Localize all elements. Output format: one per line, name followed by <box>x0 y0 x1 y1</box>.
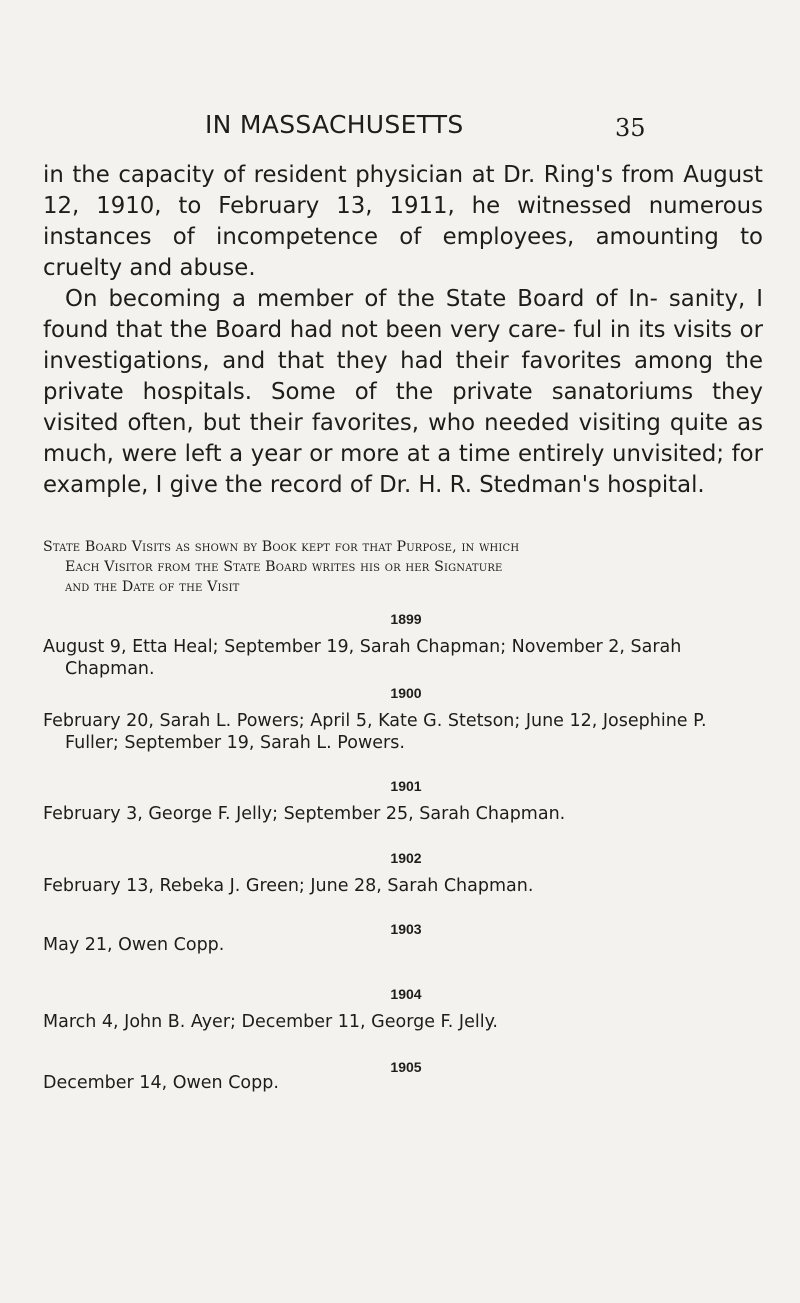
text-line: amounting to cruelty and abuse. <box>43 224 763 281</box>
visit-entry: February 13, Rebeka J. Green; June 28, Sarah Chapman. <box>43 876 534 896</box>
running-head <box>0 108 800 148</box>
text-line: On becoming a member of the State Board of In- <box>65 286 658 312</box>
caption-line-2: Each Visitor from the State Board writes his or her Signature <box>65 559 503 575</box>
text-line: their favorites among the private hospitals. Some of <box>43 348 763 405</box>
visit-year-1904 <box>43 985 763 1033</box>
year-heading: 1901 <box>390 778 422 794</box>
visit-year-1901 <box>43 777 763 825</box>
table-caption <box>43 537 743 597</box>
text-line: year or more at a time entirely unvisited; for example, <box>43 441 763 498</box>
visit-year-1900 <box>43 684 763 754</box>
text-line: numerous instances of incompetence of employees, <box>43 193 764 250</box>
text-line: the private sanatoriums they visited often, but their <box>43 379 763 436</box>
year-heading: 1904 <box>390 986 422 1002</box>
paragraph-1 <box>43 160 763 284</box>
year-heading: 1905 <box>390 1059 422 1075</box>
year-heading: 1902 <box>390 850 422 866</box>
visit-year-1899 <box>43 610 763 680</box>
text-line: August 12, 1910, to February 13, 1911, he witnessed <box>43 162 763 219</box>
text-line: in the capacity of resident physician at Dr. Ring's from <box>43 162 675 188</box>
visit-year-1903 <box>43 920 763 956</box>
caption-line-3: and the Date of the Visit <box>65 579 240 595</box>
year-heading: 1899 <box>390 611 422 627</box>
visit-entry: February 20, Sarah L. Powers; April 5, Kate G. Stetson; June 12, Josephine P. Fuller; September 19, Sarah L. Powers. <box>43 711 707 753</box>
visit-entry: March 4, John B. Ayer; December 11, George F. Jelly. <box>43 1012 498 1032</box>
year-heading: 1900 <box>390 685 422 701</box>
text-line: favorites, who needed visiting quite as much, were left a <box>43 410 763 467</box>
visit-entry: May 21, Owen Copp. <box>43 935 225 955</box>
page-number: 35 <box>615 114 646 142</box>
text-line: ful in its visits or investigations, and that they had <box>43 317 763 374</box>
visit-year-1905 <box>43 1058 763 1094</box>
body-text <box>43 160 763 501</box>
visit-entry: February 3, George F. Jelly; September 25, Sarah Chapman. <box>43 804 566 824</box>
text-line: sanity, I found that the Board had not been very care- <box>43 286 763 343</box>
running-head-title: IN MASSACHUSETTS <box>205 110 464 139</box>
visit-entry: August 9, Etta Heal; September 19, Sarah Chapman; November 2, Sarah Chapman. <box>43 637 682 679</box>
year-heading: 1903 <box>390 921 422 937</box>
visit-entry: December 14, Owen Copp. <box>43 1073 279 1093</box>
visit-year-1902 <box>43 849 763 897</box>
caption-line-1: State Board Visits as shown by Book kept for that Purpose, in which <box>43 539 520 555</box>
text-line: I give the record of Dr. H. R. Stedman's hospital. <box>155 472 705 498</box>
paragraph-2 <box>43 284 763 501</box>
